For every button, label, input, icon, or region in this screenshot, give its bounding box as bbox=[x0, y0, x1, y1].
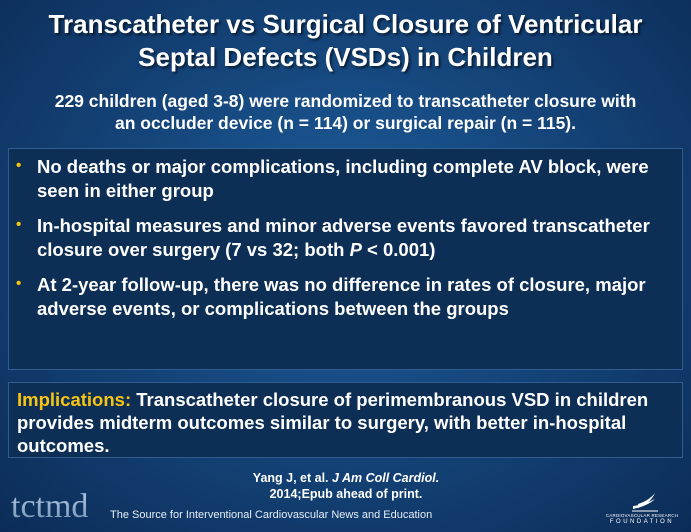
citation-journal: J Am Coll Cardiol. bbox=[332, 471, 440, 485]
summary-line-1: 229 children (aged 3-8) were randomized to transcatheter closure with bbox=[54, 91, 637, 111]
citation-line-2: 2014;Epub ahead of print. bbox=[269, 487, 423, 501]
finding-item bbox=[9, 273, 668, 321]
finding-text-part: In-hospital measures and minor adverse events favored transcatheter closure over surgery (7 vs 32; both bbox=[37, 215, 650, 260]
implications-label: Implications: bbox=[17, 389, 132, 410]
bullet-icon: • bbox=[16, 157, 22, 174]
crf-foundation: FOUNDATION bbox=[609, 519, 675, 525]
crf-logo bbox=[600, 488, 684, 528]
tctmd-logo-graphic bbox=[10, 486, 106, 526]
finding-text-part: < 0.001) bbox=[361, 239, 436, 260]
logo-wordmark: tctmd bbox=[11, 488, 89, 525]
citation-authors: Yang J, et al. bbox=[252, 471, 332, 485]
p-value-label: P bbox=[349, 239, 362, 260]
title-line-1: Transcatheter vs Surgical Closure of Ventricular bbox=[48, 9, 643, 39]
title-line-2: Septal Defects (VSDs) in Children bbox=[138, 42, 553, 72]
crf-name: CARDIOVASCULAR RESEARCH bbox=[605, 513, 679, 518]
implications-panel bbox=[8, 382, 683, 458]
finding-item bbox=[9, 214, 668, 262]
finding-text: At 2-year follow-up, there was no difference in rates of closure, major adverse events, or complications between the groups bbox=[37, 274, 646, 319]
slide-title bbox=[0, 8, 691, 74]
findings-panel bbox=[8, 148, 683, 370]
crf-swoosh-icon bbox=[600, 488, 684, 514]
bullet-icon: • bbox=[16, 275, 22, 292]
tctmd-logo bbox=[10, 486, 106, 526]
citation bbox=[210, 470, 482, 502]
finding-item bbox=[9, 155, 668, 203]
citation-line-1 bbox=[210, 470, 482, 486]
summary-line-2: an occluder device (n = 114) or surgical repair (n = 115). bbox=[114, 113, 577, 133]
findings-list bbox=[9, 149, 682, 321]
footer-tagline: The Source for Interventional Cardiovascular News and Education bbox=[110, 509, 433, 521]
finding-text: No deaths or major complications, including complete AV block, were seen in either group bbox=[37, 156, 649, 201]
study-summary bbox=[40, 90, 651, 134]
bullet-icon: • bbox=[16, 216, 22, 233]
implications-text: Transcatheter closure of perimembranous VSD in children provides midterm outcomes similar to surgery, with better in-hospital outcomes. bbox=[17, 389, 649, 456]
finding-text bbox=[37, 215, 650, 260]
